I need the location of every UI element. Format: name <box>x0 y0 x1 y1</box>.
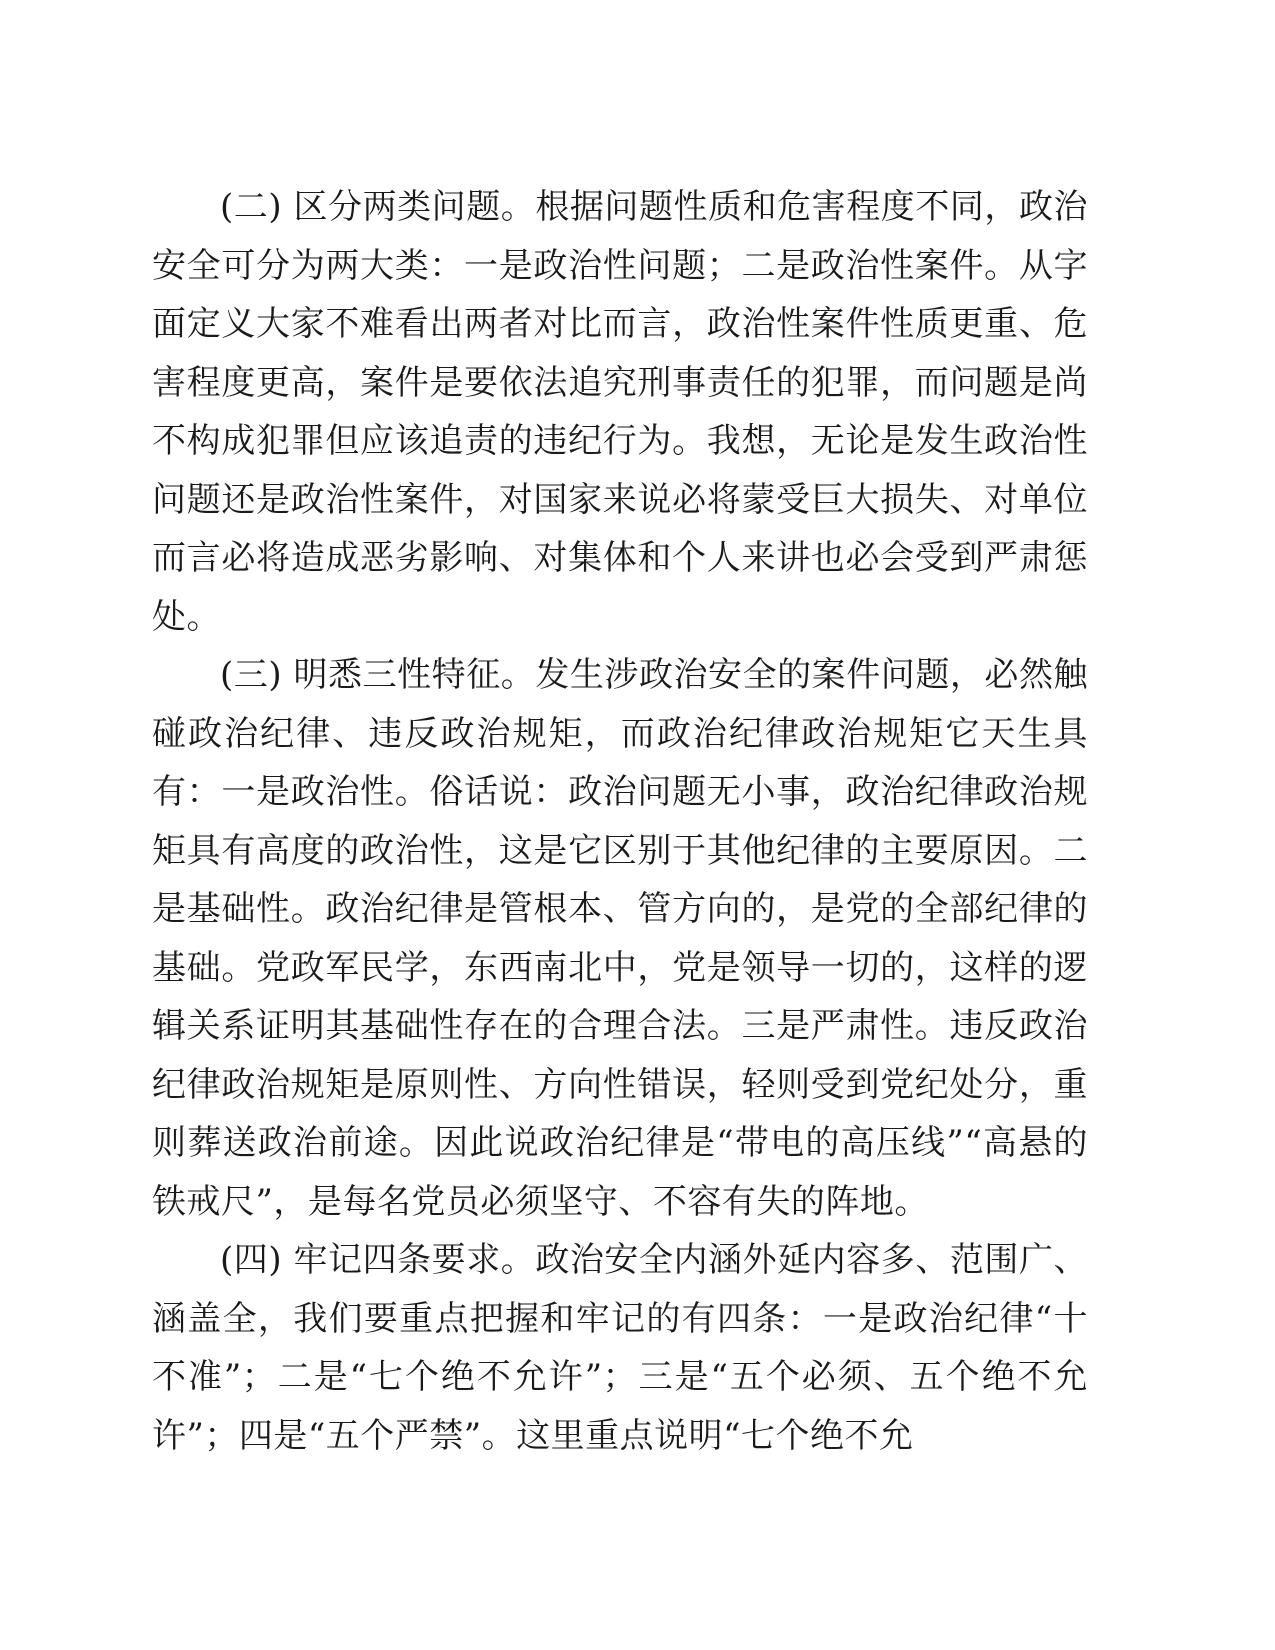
paragraph-four-requirements <box>152 1231 1088 1465</box>
document-body <box>152 178 1088 1465</box>
paragraph-three-characteristics <box>152 646 1088 1231</box>
paragraph-text: 根据问题性质和危害程度不同，政治安全可分为两大类：一是政治性问题；二是政治性案件。从字面定义大家不难看出两者对比而言，政治性案件性质更重、危害程度更高，案件是要依法追究刑事责任的犯罪，而问题是尚不构成犯罪但应该追责的违纪行为。我想，无论是发生政治性问题还是政治性案件，对国家来说必将蒙受巨大损失、对单位而言必将造成恶劣影响、对集体和个人来讲也必会受到严肃惩处。 <box>152 187 1089 637</box>
paragraph-two-types-of-issues <box>152 178 1088 646</box>
paragraph-text: 发生涉政治安全的案件问题，必然触碰政治纪律、违反政治规矩，而政治纪律政治规矩它天生具有：一是政治性。俗话说：政治问题无小事，政治纪律政治规矩具有高度的政治性，这是它区别于其他纪律的主要原因。二是基础性。政治纪律是管根本、管方向的，是党的全部纪律的基础。党政军民学，东西南北中，党是领导一切的，这样的逻辑关系证明其基础性存在的合理合法。三是严肃性。违反政治纪律政治规矩是原则性、方向性错误，轻则受到党纪处分，重则葬送政治前途。因此说政治纪律是“带电的高压线”“高悬的铁戒尺”，是每名党员必须坚守、不容有失的阵地。 <box>152 655 1089 1222</box>
paragraph-heading: (四) 牢记四条要求。 <box>220 1240 536 1280</box>
paragraph-text: 政治安全内涵外延内容多、范围广、涵盖全，我们要重点把握和牢记的有四条：一是政治纪律“十不准”；二是“七个绝不允许”；三是“五个必须、五个绝不允许”；四是“五个严禁”。这里重点说明“七个绝不允 <box>152 1240 1089 1456</box>
paragraph-heading: (三) 明悉三性特征。 <box>220 655 536 695</box>
paragraph-heading: (二) 区分两类问题。 <box>220 187 536 227</box>
